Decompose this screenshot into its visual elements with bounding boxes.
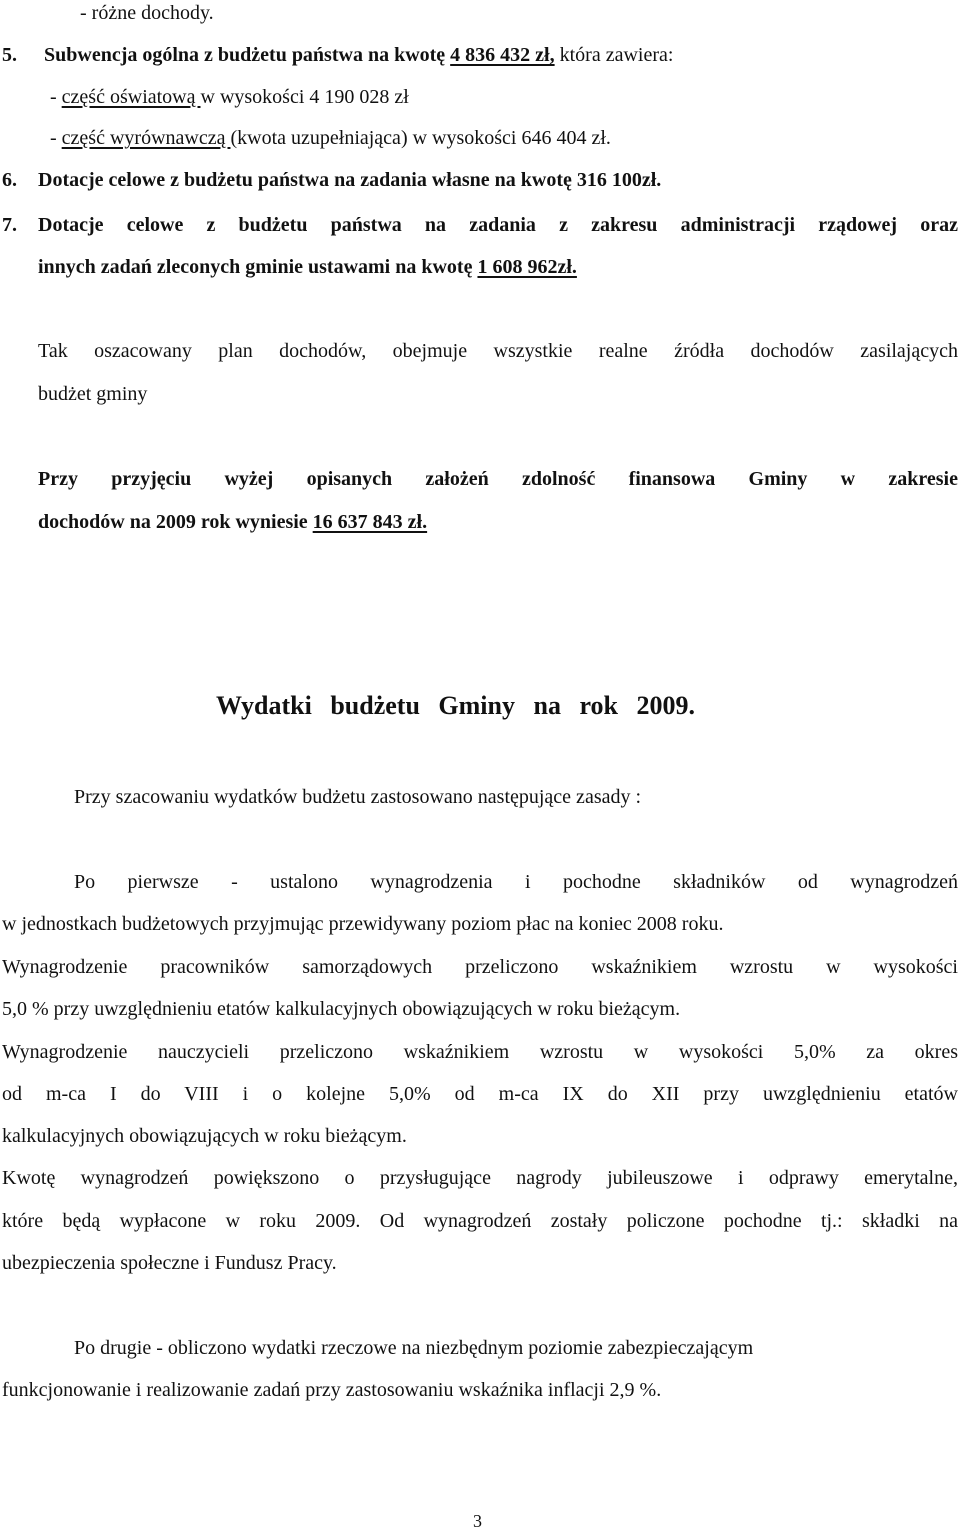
- education-part-label: część oświatową: [61, 86, 201, 108]
- body-line: funkcjonowanie i realizowanie zadań przy zastosowaniu wskaźnika inflacji 2,9 %.: [2, 1379, 662, 1401]
- summary-paragraph-line1: Tak oszacowany plan dochodów, obejmuje wszystkie realne źródła dochodów zasilających: [38, 340, 958, 362]
- list-number-7: 7.: [2, 214, 17, 236]
- general-subsidy-amount: 4 836 432 zł,: [450, 44, 555, 66]
- body-line: w jednostkach budżetowych przyjmując przewidywany poziom płac na koniec 2008 roku.: [2, 913, 724, 935]
- body-line: kalkulacyjnych obowiązujących w roku bieżącym.: [2, 1125, 407, 1147]
- body-line: od m-ca I do VIII i o kolejne 5,0% od m-ca IX do XII przy uwzględnieniu etatów: [2, 1083, 958, 1105]
- sub-item-equalizing: [50, 128, 611, 148]
- sub-item-education: [50, 87, 409, 107]
- equalizing-part-amount: (kwota uzupełniająca) w wysokości 646 404 zł.: [230, 127, 611, 149]
- capacity-paragraph-line1: Przy przyjęciu wyżej opisanych założeń zdolność finansowa Gminy w zakresie: [38, 468, 958, 490]
- section-heading: Wydatki budżetu Gminy na rok 2009.: [216, 691, 695, 720]
- intro-line: Przy szacowaniu wydatków budżetu zastosowano następujące zasady :: [74, 786, 642, 808]
- general-subsidy-text: Subwencja ogólna z budżetu państwa na kwotę: [44, 44, 451, 66]
- body-line: Kwotę wynagrodzeń powiększono o przysługujące nagrody jubileuszowe i odprawy emerytalne,: [2, 1167, 958, 1189]
- capacity-amount: 16 637 843 zł.: [312, 511, 428, 533]
- page-number: 3: [473, 1511, 482, 1531]
- list-item-own-tasks-grants: Dotacje celowe z budżetu państwa na zadania własne na kwotę 316 100zł.: [38, 169, 662, 191]
- capacity-paragraph-line2: [38, 512, 427, 532]
- list-number-5: 5.: [2, 44, 17, 66]
- summary-paragraph-line2: budżet gminy: [38, 383, 148, 405]
- education-part-amount: w wysokości 4 190 028 zł: [200, 86, 409, 108]
- body-line: ubezpieczenia społeczne i Fundusz Pracy.: [2, 1252, 337, 1274]
- list-item-commissioned-grants-line2: [38, 257, 577, 277]
- list-item-general-subsidy: [44, 45, 673, 65]
- body-line: Wynagrodzenie pracowników samorządowych przeliczono wskaźnikiem wzrostu w wysokości: [2, 956, 958, 978]
- commissioned-grants-text: innych zadań zleconych gminie ustawami na kwotę: [38, 256, 478, 278]
- body-line: które będą wypłacone w roku 2009. Od wynagrodzeń zostały policzone pochodne tj.: składki na: [2, 1210, 958, 1232]
- list-number-6: 6.: [2, 169, 17, 191]
- general-subsidy-tail: która zawiera:: [554, 44, 674, 66]
- body-line: Wynagrodzenie nauczycieli przeliczono wskaźnikiem wzrostu w wysokości 5,0% za okres: [2, 1041, 958, 1063]
- body-line: Po pierwsze - ustalono wynagrodzenia i pochodne składników od wynagrodzeń: [74, 871, 958, 893]
- commissioned-grants-amount: 1 608 962zł.: [477, 256, 577, 278]
- body-line: 5,0 % przy uwzględnieniu etatów kalkulacyjnych obowiązujących w roku bieżącym.: [2, 998, 681, 1020]
- equalizing-part-label: część wyrównawczą: [61, 127, 231, 149]
- dash: -: [50, 127, 62, 149]
- list-item-commissioned-grants-line1: Dotacje celowe z budżetu państwa na zadania z zakresu administracji rządowej oraz: [38, 214, 958, 236]
- list-item-other-income: - różne dochody.: [80, 2, 214, 24]
- dash: -: [50, 86, 62, 108]
- body-line: Po drugie - obliczono wydatki rzeczowe na niezbędnym poziomie zabezpieczającym: [74, 1337, 754, 1359]
- capacity-text: dochodów na 2009 rok wyniesie: [38, 511, 313, 533]
